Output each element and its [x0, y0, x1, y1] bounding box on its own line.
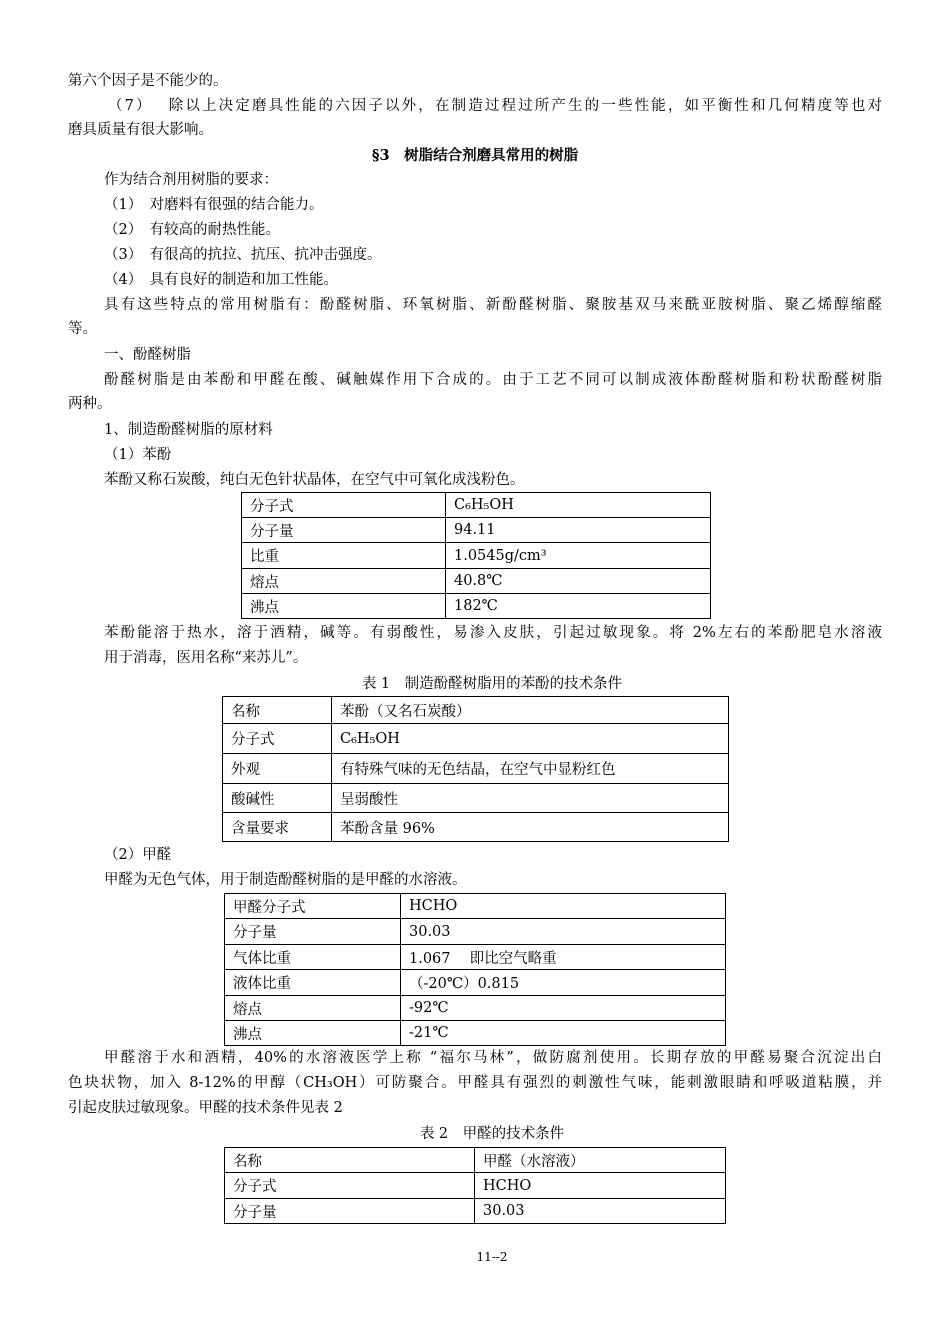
subsection-heading: 1、制造酚醛树脂的原材料: [104, 422, 273, 438]
table-row: [225, 945, 726, 970]
list-item: （3） 有很高的抗拉、抗压、抗冲击强度。: [104, 247, 382, 263]
paragraph-line: 酚醛树脂是由苯酚和甲醛在酸、碱触媒作用下合成的。由于工艺不同可以制成液体酚醛树脂和粉状酚醛树脂: [104, 372, 882, 388]
table-cell: 30.03: [401, 919, 726, 945]
text-line: 等。: [68, 321, 97, 337]
table-cell: -92℃: [401, 996, 726, 1021]
table-cell: 外观: [223, 754, 332, 784]
text-line: 苯酚又称石炭酸，纯白无色针状晶体，在空气中可氧化成浅粉色。: [104, 472, 525, 488]
table-row: [225, 894, 726, 919]
table-cell: 苯酚（又名石炭酸）: [332, 697, 729, 724]
table-cell: 分子式: [223, 724, 332, 754]
table-cell: 1.067 即比空气略重: [401, 945, 726, 970]
page-number: 11--2: [476, 1250, 508, 1264]
table-cell: 苯酚含量 96%: [332, 813, 729, 842]
table-cell: 40.8℃: [446, 569, 711, 594]
phenol-spec-table: [222, 696, 729, 842]
table-cell: 气体比重: [225, 945, 401, 970]
table-row: [242, 518, 711, 543]
paragraph-line: （7） 除以上决定磨具性能的六因子以外，在制造过程过所产生的一些性能，如平衡性和几何精度等也对: [108, 98, 882, 114]
paragraph-line: 色块状物，加入 8-12%的甲醇（CH₃OH）可防聚合。甲醛具有强烈的刺激性气味，能刺激眼睛和呼吸道粘膜，并: [68, 1075, 882, 1091]
table-row: [225, 1021, 726, 1046]
table-row: [242, 569, 711, 594]
table-cell: 分子式: [225, 1173, 475, 1199]
table-row: [242, 493, 711, 518]
table-row: [223, 724, 729, 754]
table-cell: 熔点: [225, 996, 401, 1021]
text-line: 磨具质量有很大影响。: [68, 122, 213, 138]
formaldehyde-spec-table: [224, 1147, 726, 1224]
table-cell: 比重: [242, 543, 446, 569]
text-line: 引起皮肤过敏现象。甲醛的技术条件见表 2: [68, 1100, 343, 1116]
table-cell: 1.0545g/cm³: [446, 543, 711, 569]
table-cell: 分子式: [242, 493, 446, 518]
table-cell: 分子量: [242, 518, 446, 543]
table-cell: HCHO: [401, 894, 726, 919]
list-item: （2） 有较高的耐热性能。: [104, 222, 280, 238]
list-item: （1） 对磨料有很强的结合能力。: [104, 197, 324, 213]
table-cell: 名称: [223, 697, 332, 724]
list-item: （4） 具有良好的制造和加工性能。: [104, 272, 338, 288]
subsection-heading: （1）苯酚: [104, 447, 172, 463]
table-cell: C₆H₅OH: [332, 724, 729, 754]
table-row: [225, 970, 726, 996]
paragraph-line: 甲醛溶于水和酒精，40%的水溶液医学上称 “福尔马林”，做防腐剂使用。长期存放的甲醛易聚合沉淀出白: [104, 1050, 882, 1066]
table-cell: 182℃: [446, 594, 711, 619]
table-caption: 表 2 甲醛的技术条件: [419, 1126, 565, 1142]
subsection-heading: （2）甲醛: [104, 847, 172, 863]
table-cell: 熔点: [242, 569, 446, 594]
text-line: 甲醛为无色气体，用于制造酚醛树脂的是甲醛的水溶液。: [104, 872, 467, 888]
text-line: 第六个因子是不能少的。: [68, 73, 228, 89]
table-row: [242, 594, 711, 619]
table-row: [225, 1173, 726, 1199]
text-line: 作为结合剂用树脂的要求：: [104, 172, 278, 188]
table-cell: 30.03: [475, 1199, 726, 1224]
table-cell: 液体比重: [225, 970, 401, 996]
table-cell: 含量要求: [223, 813, 332, 842]
table-cell: 沸点: [242, 594, 446, 619]
table-row: [225, 1148, 726, 1173]
table-row: [225, 996, 726, 1021]
table-cell: 沸点: [225, 1021, 401, 1046]
table-row: [223, 697, 729, 724]
table-cell: 94.11: [446, 518, 711, 543]
subsection-heading: 一、酚醛树脂: [104, 347, 191, 363]
table-cell: 酸碱性: [223, 784, 332, 813]
paragraph-line: 苯酚能溶于热水，溶于酒精，碱等。有弱酸性，易渗入皮肤，引起过敏现象。将 2%左右的苯酚肥皂水溶液: [104, 625, 882, 641]
table-cell: HCHO: [475, 1173, 726, 1199]
table-cell: -21℃: [401, 1021, 726, 1046]
table-caption: 表 1 制造酚醛树脂用的苯酚的技术条件: [361, 676, 623, 692]
text-line: 用于消毒，医用名称“来苏儿”。: [104, 650, 308, 666]
table-row: [225, 919, 726, 945]
table-row: [225, 1199, 726, 1224]
table-row: [242, 543, 711, 569]
formaldehyde-properties-table: [224, 893, 726, 1046]
phenol-properties-table: [241, 492, 711, 619]
table-cell: 甲醛分子式: [225, 894, 401, 919]
table-row: [223, 754, 729, 784]
table-cell: 分子量: [225, 1199, 475, 1224]
table-cell: 名称: [225, 1148, 475, 1173]
table-cell: C₆H₅OH: [446, 493, 711, 518]
table-row: [223, 784, 729, 813]
table-row: [223, 813, 729, 842]
table-cell: 呈弱酸性: [332, 784, 729, 813]
section-heading: §3 树脂结合剂磨具常用的树脂: [371, 147, 579, 164]
paragraph-line: 具有这些特点的常用树脂有：酚醛树脂、环氧树脂、新酚醛树脂、聚胺基双马来酰亚胺树脂、聚乙烯醇缩醛: [104, 297, 882, 313]
table-cell: 分子量: [225, 919, 401, 945]
table-cell: 有特殊气味的无色结晶，在空气中显粉红色: [332, 754, 729, 784]
text-line: 两种。: [68, 396, 112, 412]
table-cell: 甲醛（水溶液）: [475, 1148, 726, 1173]
table-cell: （-20℃）0.815: [401, 970, 726, 996]
